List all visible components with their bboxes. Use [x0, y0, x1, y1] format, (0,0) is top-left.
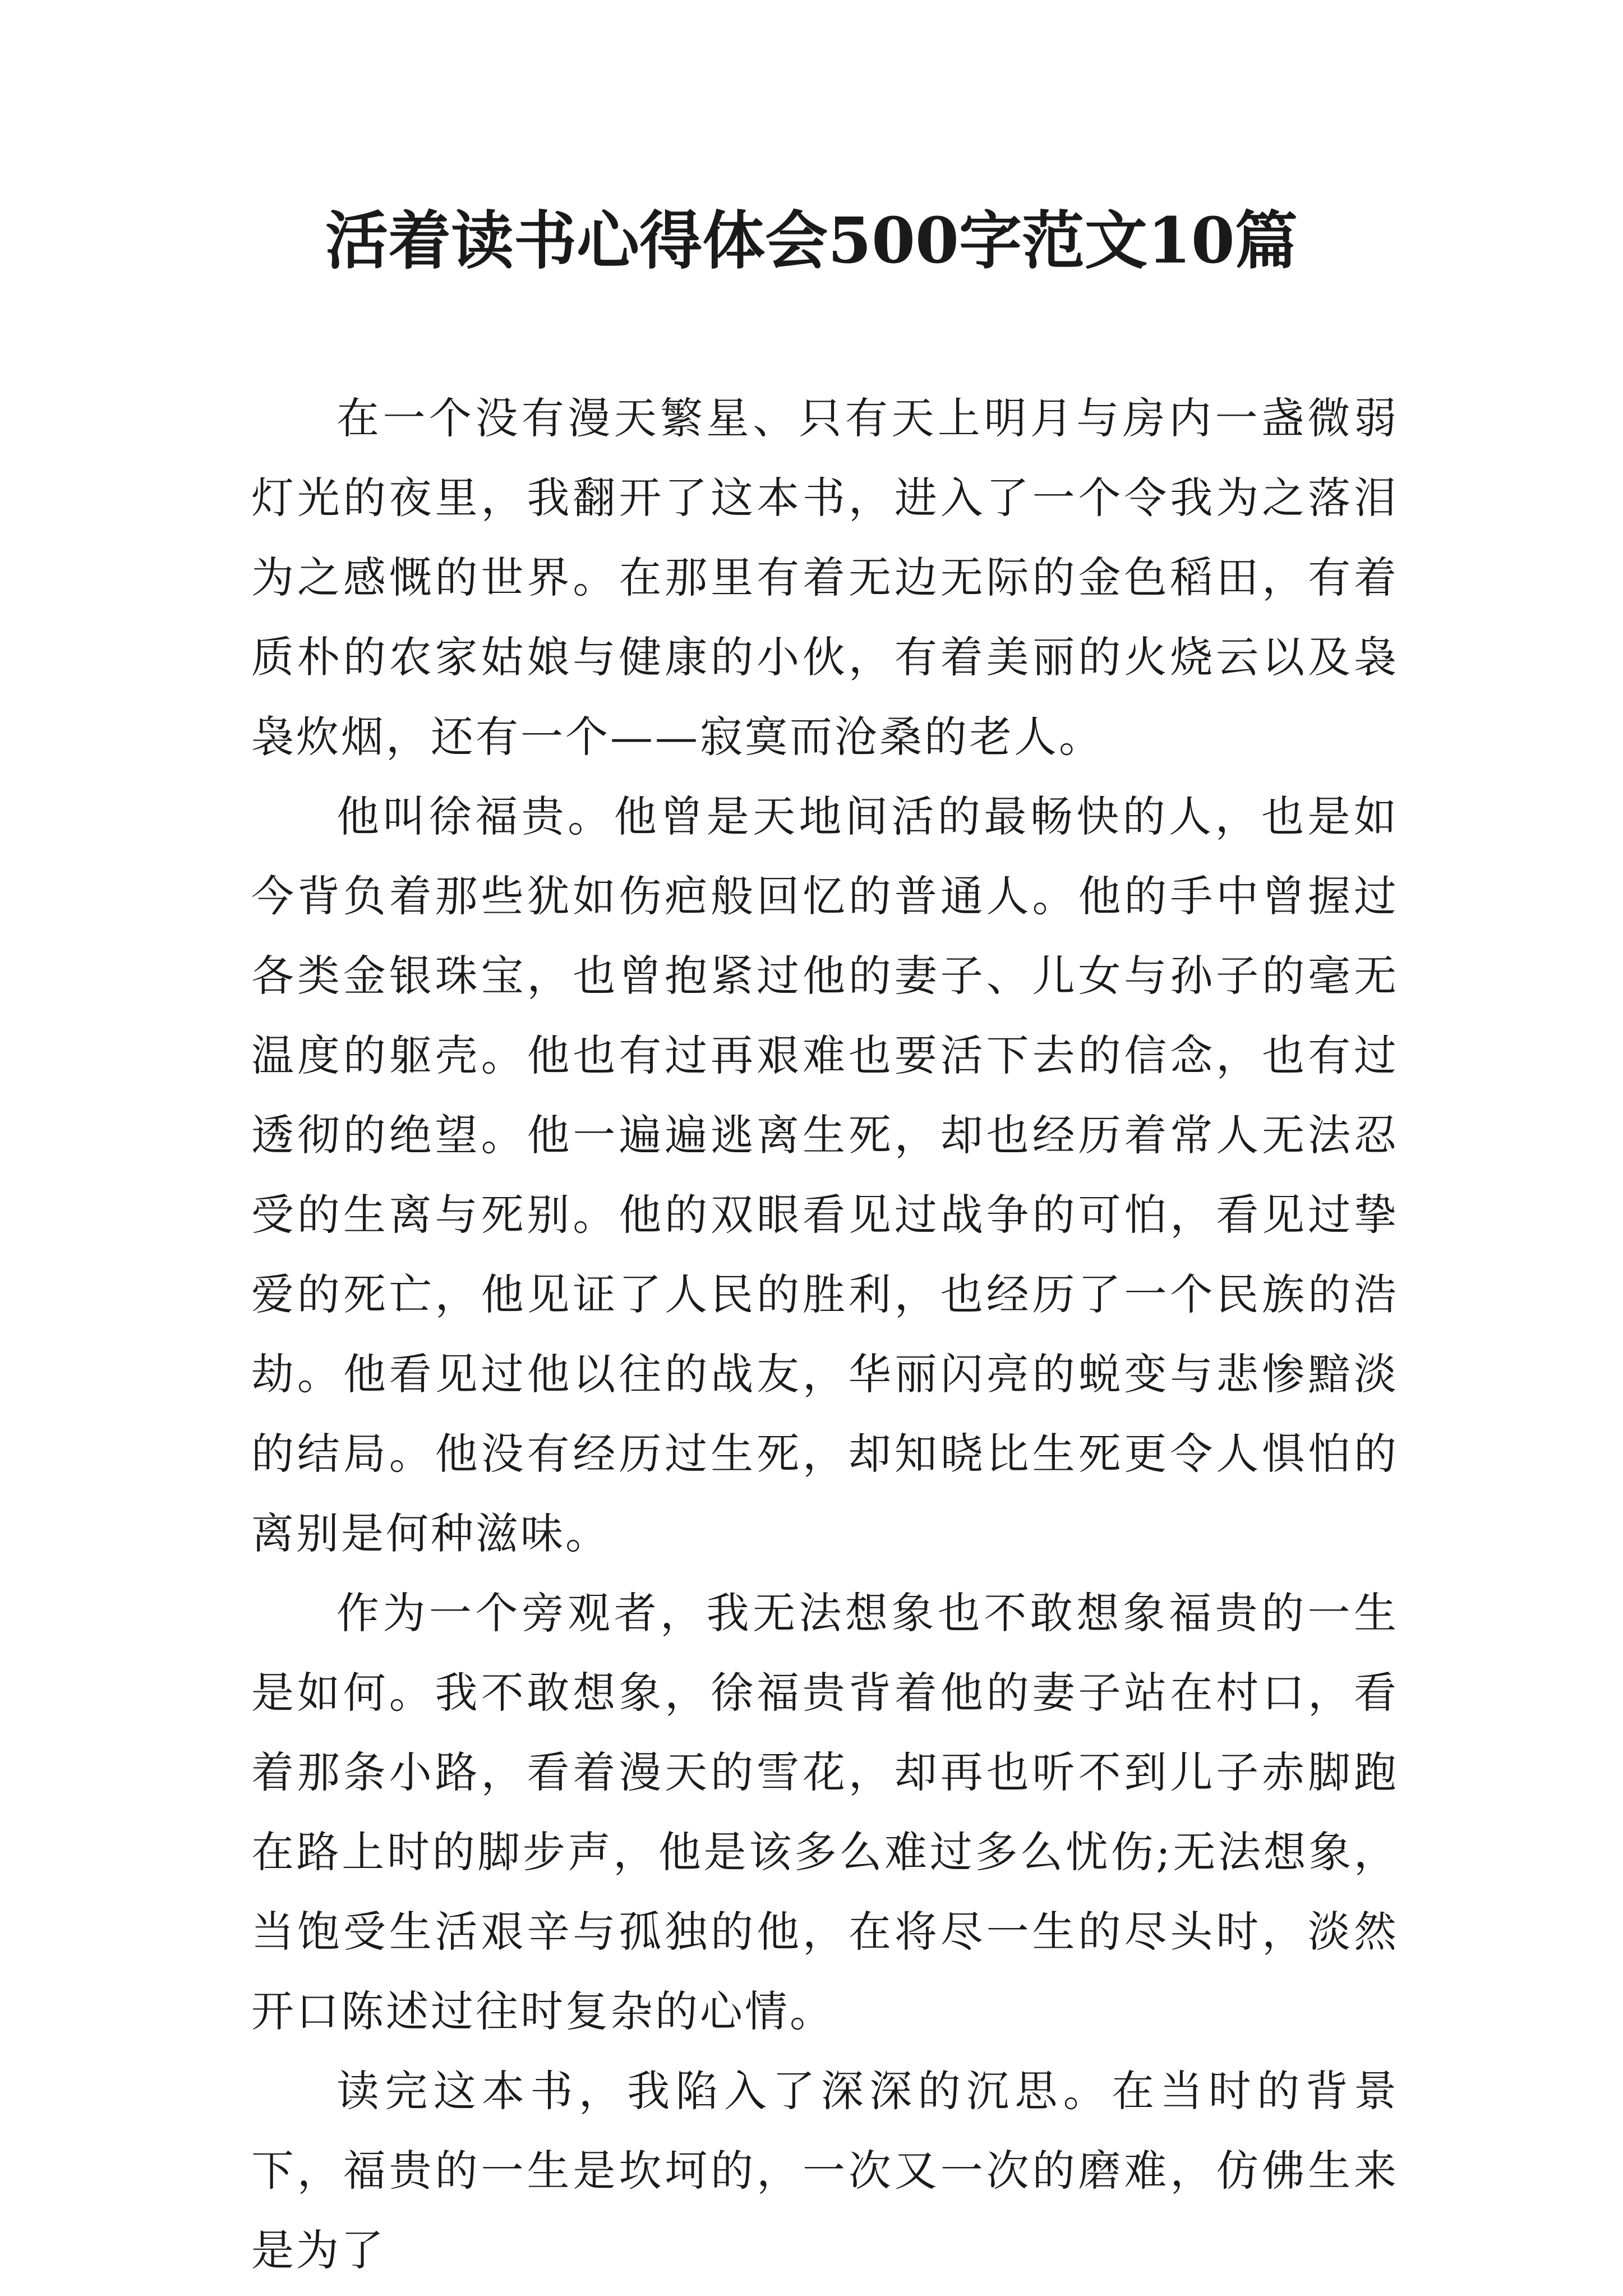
paragraph: 在一个没有漫天繁星、只有天上明月与房内一盏微弱灯光的夜里，我翻开了这本书，进入了一个令我为之落泪为之感慨的世界。在那里有着无边无际的金色稻田，有着质朴的农家姑娘与健康的小伙，有着美丽的火烧云以及袅袅炊烟，还有一个——寂寞而沧桑的老人。: [251, 393, 1399, 762]
paragraph: 他叫徐福贵。他曾是天地间活的最畅快的人，也是如今背负着那些犹如伤疤般回忆的普通人。他的手中曾握过各类金银珠宝，也曾抱紧过他的妻子、儿女与孙子的毫无温度的躯壳。他也有过再艰难也要活下去的信念，也有过透彻的绝望。他一遍遍逃离生死，却也经历着常人无法忍受的生离与死别。他的双眼看见过战争的可怕，看见过挚爱的死亡，他见证了人民的胜利，也经历了一个民族的浩劫。他看见过他以往的战友，华丽闪亮的蜕变与悲惨黯淡的结局。他没有经历过生死，却知晓比生死更令人惧怕的离别是何种滋味。: [251, 792, 1399, 1558]
paragraph: 读完这本书，我陷入了深深的沉思。在当时的背景下，福贵的一生是坎坷的，一次又一次的磨难，仿佛生来是为了: [251, 2066, 1399, 2275]
document-title: 活着读书心得体会500字范文10篇: [325, 204, 1298, 278]
paragraph: 作为一个旁观者，我无法想象也不敢想象福贵的一生是如何。我不敢想象，徐福贵背着他的妻子站在村口，看着那条小路，看着漫天的雪花，却再也听不到儿子赤脚跑在路上时的脚步声，他是该多么难过多么忧伤;无法想象，当饱受生活艰辛与孤独的他，在将尽一生的尽头时，淡然开口陈述过往时复杂的心情。: [251, 1588, 1399, 2036]
document-body: [251, 379, 1399, 2290]
